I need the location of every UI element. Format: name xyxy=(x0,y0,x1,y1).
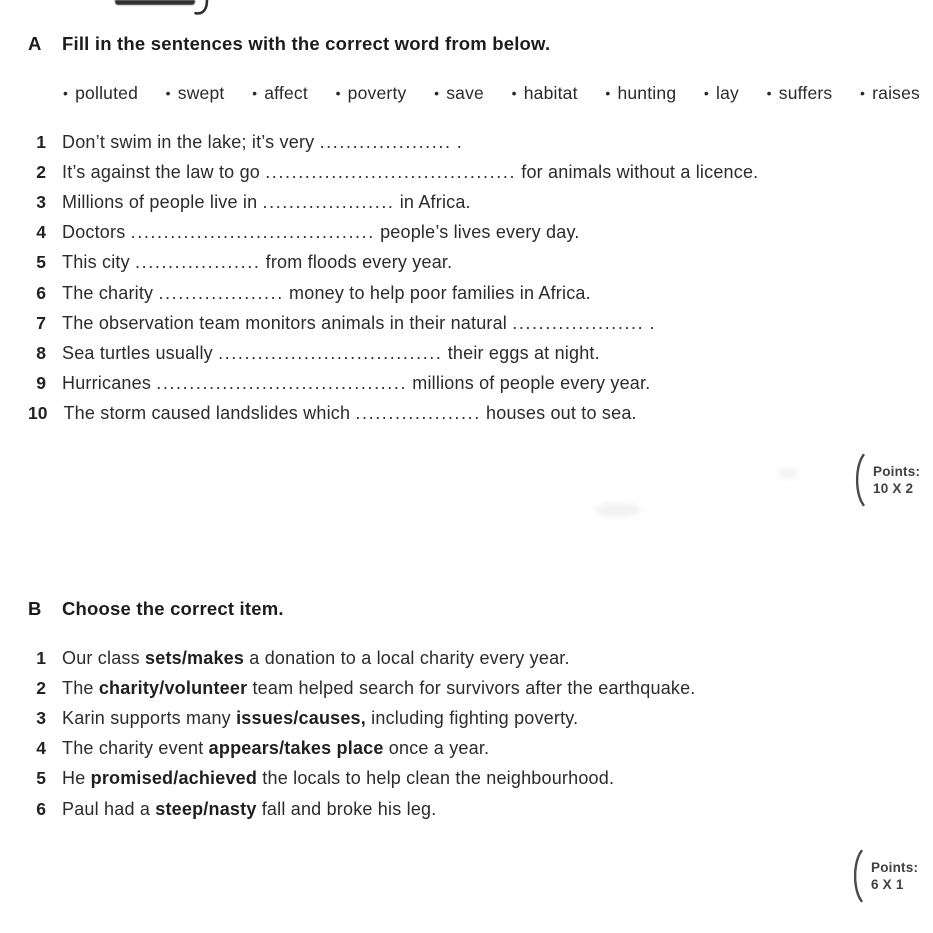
item-number: 10 xyxy=(28,403,48,424)
item-sentence: The storm caused landslides which ................... houses out to sea. xyxy=(63,403,637,424)
item-sentence: Doctors ..................................... people’s lives every day. xyxy=(62,222,580,243)
points-badge-b xyxy=(848,848,918,904)
word-bank-item xyxy=(166,82,225,105)
scan-smudge xyxy=(595,503,641,517)
word-bank-word: affect xyxy=(264,83,308,103)
section-a-title: Fill in the sentences with the correct word from below. xyxy=(62,33,551,54)
item-number: 1 xyxy=(36,647,46,668)
exercise-b-list xyxy=(0,643,933,824)
item-number: 9 xyxy=(36,373,46,394)
choice-pair[interactable]: charity/volunteer xyxy=(98,677,248,698)
exercise-a-item xyxy=(0,127,933,157)
choice-pair[interactable]: steep/nasty xyxy=(155,798,257,819)
points-bracket xyxy=(850,452,866,508)
word-bank xyxy=(63,82,920,105)
item-sentence: Karin supports many issues/causes, including fighting poverty. xyxy=(62,707,579,728)
word-bank-word: lay xyxy=(716,83,739,103)
item-number: 1 xyxy=(36,131,46,152)
bullet-icon: • xyxy=(860,85,866,101)
item-number: 8 xyxy=(36,342,46,363)
item-number: 2 xyxy=(36,161,46,182)
section-b-letter: B xyxy=(28,598,42,619)
choice-pair[interactable]: appears/takes place xyxy=(208,738,384,759)
bullet-icon: • xyxy=(766,85,772,101)
cropped-letter-descender xyxy=(193,0,213,18)
bullet-icon: • xyxy=(252,85,258,101)
bullet-icon: • xyxy=(335,85,341,101)
exercise-a-item xyxy=(0,338,933,368)
item-number: 5 xyxy=(36,768,46,789)
bullet-icon: • xyxy=(703,85,710,101)
word-bank-item xyxy=(434,82,484,105)
points-label: Points: xyxy=(873,464,921,479)
exercise-a-item xyxy=(0,187,933,217)
item-number: 4 xyxy=(36,222,46,243)
points-value: 10 X 2 xyxy=(873,481,914,496)
points-bracket xyxy=(848,848,864,904)
item-number: 4 xyxy=(36,738,46,759)
word-bank-item xyxy=(63,82,138,105)
exercise-a-item xyxy=(0,369,933,399)
word-bank-word: suffers xyxy=(778,83,833,103)
word-bank-word: raises xyxy=(872,83,920,103)
item-sentence: Paul had a steep/nasty fall and broke his leg. xyxy=(62,798,437,819)
item-number: 6 xyxy=(36,798,46,819)
item-number: 7 xyxy=(36,312,46,333)
exercise-a-item xyxy=(0,157,933,187)
answer-blank[interactable]: .................................. xyxy=(218,342,443,363)
word-bank-item xyxy=(767,82,833,105)
points-text xyxy=(871,859,918,893)
item-number: 5 xyxy=(36,252,46,273)
exercise-b-item xyxy=(0,643,933,673)
section-a-heading xyxy=(28,33,550,55)
section-b-title: Choose the correct item. xyxy=(62,598,284,619)
item-number: 3 xyxy=(36,191,46,212)
answer-blank[interactable]: ...................................... xyxy=(265,161,517,182)
choice-pair[interactable]: sets/makes xyxy=(145,647,245,668)
item-sentence: The observation team monitors animals in their natural .................... . xyxy=(62,312,655,333)
exercise-a-item xyxy=(0,278,933,308)
word-bank-item xyxy=(860,82,920,105)
exercise-b-item xyxy=(0,734,933,764)
item-number: 3 xyxy=(36,707,46,728)
word-bank-word: poverty xyxy=(347,83,407,103)
exercise-a-item xyxy=(0,218,933,248)
cropped-heading-artifact xyxy=(115,0,195,5)
exercise-b-item xyxy=(0,764,933,794)
choice-pair[interactable]: issues/causes, xyxy=(236,707,366,728)
answer-blank[interactable]: .................... xyxy=(262,191,395,212)
item-sentence: Sea turtles usually .................................. their eggs at night. xyxy=(62,342,600,363)
section-a-letter: A xyxy=(28,33,42,54)
bullet-icon: • xyxy=(605,85,611,101)
points-label: Points: xyxy=(871,860,919,875)
answer-blank[interactable]: ................... xyxy=(158,282,284,303)
word-bank-item xyxy=(336,82,407,105)
item-sentence: Our class sets/makes a donation to a local charity every year. xyxy=(62,647,570,668)
bullet-icon: • xyxy=(165,85,171,101)
answer-blank[interactable]: .................... xyxy=(512,312,645,333)
answer-blank[interactable]: ..................................... xyxy=(130,222,375,243)
points-badge-a xyxy=(850,452,920,508)
word-bank-item xyxy=(704,82,739,105)
item-sentence: Millions of people live in .................... in Africa. xyxy=(62,191,471,212)
scan-smudge xyxy=(778,468,798,479)
item-sentence: The charity event appears/takes place once a year. xyxy=(62,738,490,759)
item-sentence: The charity ................... money to help poor families in Africa. xyxy=(62,282,591,303)
exercise-a-list xyxy=(0,127,933,429)
word-bank-item xyxy=(605,82,676,105)
word-bank-word: save xyxy=(446,83,484,103)
word-bank-item xyxy=(512,82,578,105)
exercise-a-item xyxy=(0,399,933,429)
answer-blank[interactable]: ................... xyxy=(135,252,261,273)
item-sentence: He promised/achieved the locals to help clean the neighbourhood. xyxy=(62,768,615,789)
word-bank-word: habitat xyxy=(523,83,578,103)
item-number: 2 xyxy=(36,677,46,698)
word-bank-word: swept xyxy=(177,83,225,103)
answer-blank[interactable]: ................... xyxy=(355,403,481,424)
answer-blank[interactable]: ...................................... xyxy=(156,373,408,394)
choice-pair[interactable]: promised/achieved xyxy=(90,768,258,789)
word-bank-item xyxy=(252,82,308,105)
item-sentence: Hurricanes ...................................... millions of people every year. xyxy=(62,373,651,394)
item-sentence: It’s against the law to go ...................................... for animals without a licence. xyxy=(62,161,759,182)
exercise-b-item xyxy=(0,703,933,733)
bullet-icon: • xyxy=(434,85,440,101)
points-text xyxy=(873,463,920,497)
exercise-b-item xyxy=(0,794,933,824)
item-sentence: The charity/volunteer team helped search for survivors after the earthquake. xyxy=(62,677,696,698)
word-bank-word: polluted xyxy=(75,83,139,103)
item-number: 6 xyxy=(36,282,46,303)
exercise-a-item xyxy=(0,308,933,338)
points-value: 6 X 1 xyxy=(871,877,904,892)
bullet-icon: • xyxy=(511,85,517,101)
section-b-heading xyxy=(28,598,284,620)
item-sentence: Don’t swim in the lake; it’s very .................... . xyxy=(62,131,462,152)
bullet-icon: • xyxy=(63,85,69,101)
answer-blank[interactable]: .................... xyxy=(319,131,452,152)
word-bank-word: hunting xyxy=(617,83,677,103)
exercise-a-item xyxy=(0,248,933,278)
exercise-b-item xyxy=(0,673,933,703)
item-sentence: This city ................... from floods every year. xyxy=(62,252,453,273)
